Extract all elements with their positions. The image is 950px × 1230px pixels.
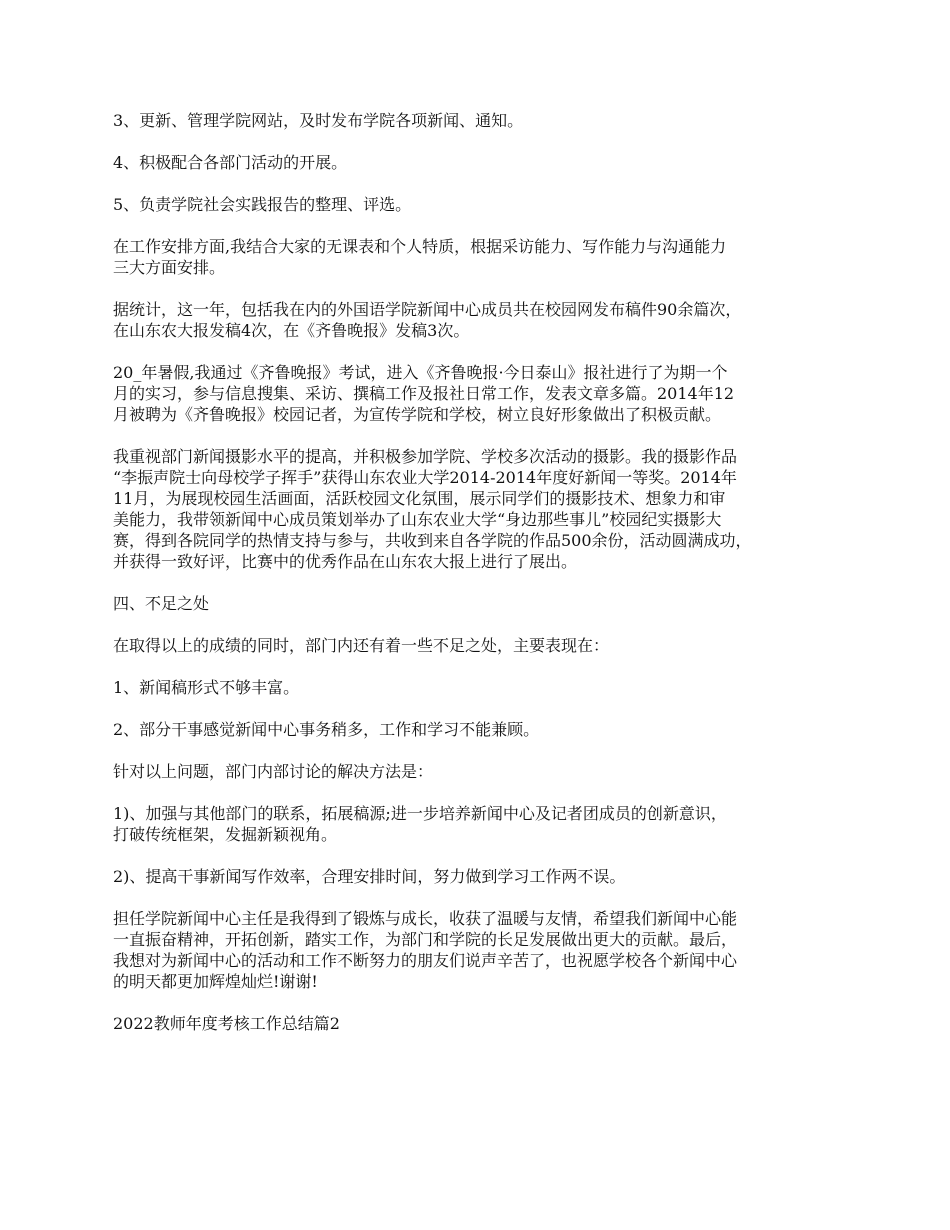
paragraph-work-arrangement: 在工作安排方面,我结合大家的无课表和个人特质，根据采访能力、写作能力与沟通能力 三大方面安排。 (113, 237, 727, 277)
paragraph-photography: 我重视部门新闻摄影水平的提高，并积极参加学院、学校多次活动的摄影。我的摄影作品 “李振声院士向母校学子挥手”获得山东农业大学2014-2014年度好新闻一等奖。2014年 11月，为展现校园生活画面，活跃校园文化氛围，展示同学们的摄影技术、想象力和审 美能力，我带领新闻中心成员策划举办了山东农业大学“身边那些事儿”校园纪实摄影大 赛，得到各院同学的热情支持与参与，共收到来自各学院的作品500余份，活动圆满成功， 并获得一致好评，比赛中的优秀作品在山东农大报上进行了展出。 (113, 447, 752, 571)
section-heading-shortcomings: 四、不足之处 (113, 594, 210, 613)
paragraph-conclusion: 担任学院新闻中心主任是我得到了锻炼与成长，收获了温暖与友情，希望我们新闻中心能 一直振奋精神，开拓创新，踏实工作，为部门和学院的长足发展做出更大的贡献。最后， 我想对为新闻中心的活动和工作不断努力的朋友们说声辛苦了，也祝愿学校各个新闻中心 的明天都更加辉煌灿烂!谢谢! (113, 909, 738, 991)
paragraph-internship: 20_年暑假,我通过《齐鲁晚报》考试，进入《齐鲁晚报·今日泰山》报社进行了为期一个 月的实习，参与信息搜集、采访、撰稿工作及报社日常工作，发表文章多篇。2014年12 月被聘为《齐鲁晚报》校园记者，为宣传学院和学校，树立良好形象做出了积极贡献。 (113, 363, 735, 424)
paragraph-statistics: 据统计，这一年，包括我在内的外国语学院新闻中心成员共在校园网发布稿件90余篇次， 在山东农大报发稿4次，在《齐鲁晚报》发稿3次。 (113, 300, 742, 340)
section-title-part-2: 2022教师年度考核工作总结篇2 (113, 1014, 340, 1033)
paragraph-solutions-intro: 针对以上问题，部门内部讨论的解决方法是： (113, 762, 434, 781)
paragraph-shortcoming-2: 2、部分干事感觉新闻中心事务稍多，工作和学习不能兼顾。 (113, 720, 540, 739)
paragraph-shortcoming-1: 1、新闻稿形式不够丰富。 (113, 678, 300, 697)
paragraph-task-4: 4、积极配合各部门活动的开展。 (113, 153, 348, 172)
paragraph-task-3: 3、更新、管理学院网站，及时发布学院各项新闻、通知。 (113, 111, 524, 130)
document-body (113, 110, 853, 1055)
paragraph-task-5: 5、负责学院社会实践报告的整理、评选。 (113, 195, 412, 214)
paragraph-shortcomings-intro: 在取得以上的成绩的同时，部门内还有着一些不足之处，主要表现在： (113, 636, 610, 655)
paragraph-solution-2: 2)、提高干事新闻写作效率，合理安排时间，努力做到学习工作两不误。 (113, 867, 626, 886)
paragraph-solution-1: 1)、加强与其他部门的联系，拓展稿源;进一步培养新闻中心及记者团成员的创新意识， 打破传统框架，发掘新颖视角。 (113, 804, 727, 844)
